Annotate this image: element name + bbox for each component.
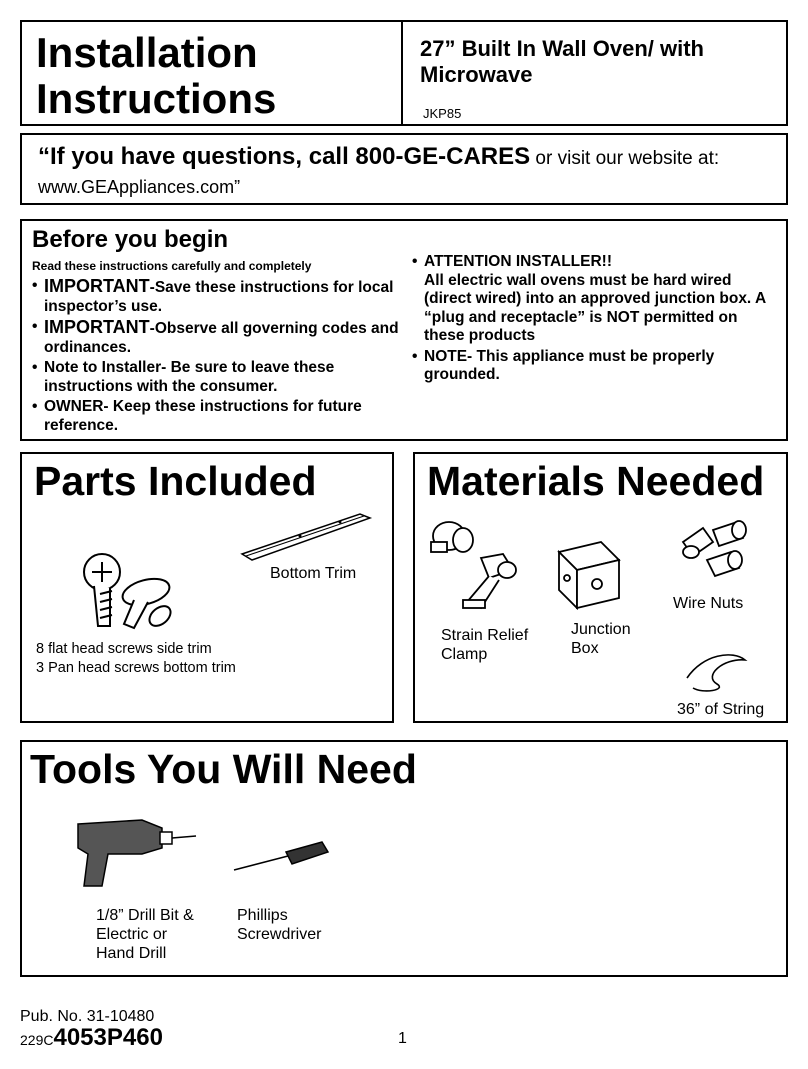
strain-relief-clamp-icon [423, 514, 533, 614]
list-item: • OWNER- Keep these instructions for future reference. [32, 398, 404, 435]
strain-relief-label: Strain Relief Clamp [441, 627, 529, 663]
page-title [36, 30, 276, 122]
part-number: 229C4053P460 [20, 1024, 163, 1051]
list-item: • ATTENTION INSTALLER!! All electric wall ovens must be hard wired (direct wired) into an approved junction box. A “plug and receptacle” is NOT permitted on these products [412, 253, 772, 346]
title-line-1: Installation [36, 29, 258, 76]
list-item: • Note to Installer- Be sure to leave these instructions with the consumer. [32, 359, 404, 396]
materials-needed-box [413, 452, 788, 723]
parts-included-box [20, 452, 394, 723]
drill-label: 1/8” Drill Bit & Electric or Hand Drill [96, 907, 194, 962]
tools-heading: Tools You Will Need [30, 746, 417, 792]
wire-nuts-label: Wire Nuts [673, 595, 744, 612]
junction-box-label: Junction Box [571, 621, 631, 657]
title-line-2: Instructions [36, 75, 277, 122]
materials-heading: Materials Needed [427, 458, 765, 504]
questions-box [20, 133, 788, 205]
bottom-trim-label: Bottom Trim [270, 565, 357, 582]
screwdriver-label: Phillips Screwdriver [237, 907, 322, 943]
screws-label: 8 flat head screws side trim 3 Pan head screws bottom trim [36, 641, 236, 676]
screws-icon [76, 550, 176, 636]
wire-nuts-icon [677, 516, 757, 584]
questions-line-1: “If you have questions, call 800-GE-CARES or visit our website at: [38, 143, 720, 170]
before-you-begin-box [20, 219, 788, 441]
pub-number: Pub. No. 31-10480 [20, 1008, 155, 1025]
drill-icon [72, 814, 202, 894]
screwdriver-icon [232, 838, 332, 878]
string-icon [683, 648, 753, 698]
website-link[interactable]: www.GEAppliances.com” [38, 177, 241, 197]
before-subheading: Read these instructions carefully and completely [32, 259, 312, 273]
junction-box-icon [553, 538, 629, 610]
before-list-right [412, 253, 772, 387]
product-title: 27” Built In Wall Oven/ with Microwave [420, 36, 704, 87]
page-number: 1 [398, 1030, 407, 1047]
model-number: JKP85 [423, 106, 462, 121]
bottom-trim-icon [240, 510, 380, 570]
before-list-left [32, 277, 404, 437]
list-item: • NOTE- This appliance must be properly grounded. [412, 348, 772, 385]
string-label: 36” of String [677, 701, 765, 718]
tools-box [20, 740, 788, 977]
parts-heading: Parts Included [34, 458, 317, 504]
before-heading: Before you begin [32, 226, 229, 253]
list-item: • IMPORTANT-Save these instructions for local inspector’s use. [32, 277, 404, 316]
list-item: • IMPORTANT-Observe all governing codes and ordinances. [32, 318, 404, 357]
header-product-box [401, 20, 788, 126]
header-title-box [20, 20, 403, 126]
